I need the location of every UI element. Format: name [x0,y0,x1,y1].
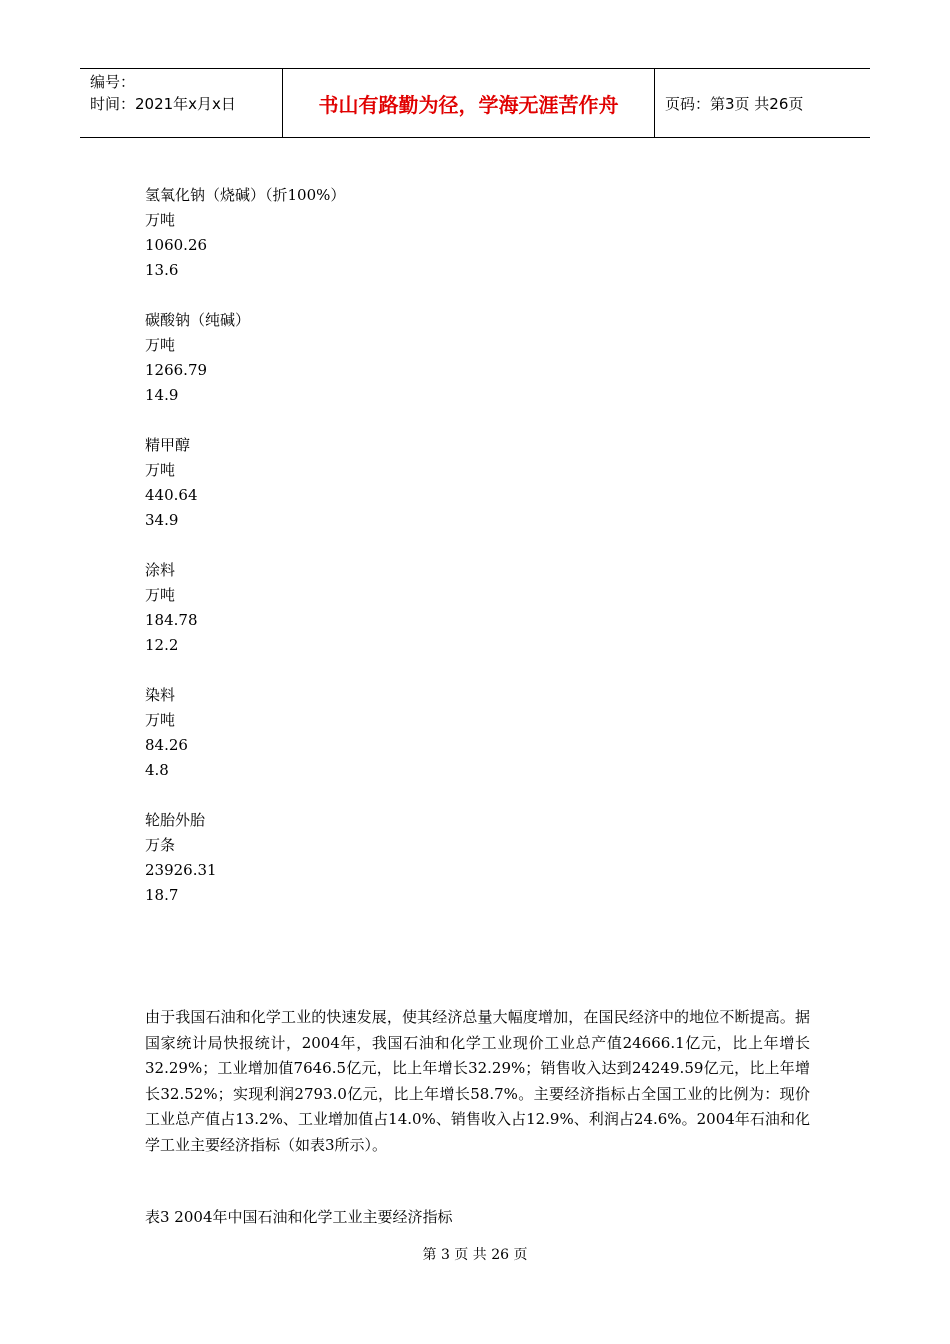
product-name: 轮胎外胎 [145,811,206,829]
product-item [145,183,810,283]
product-name: 碳酸钠（纯碱） [145,311,251,329]
product-value: 1060.26 [145,236,208,254]
header-meta [80,69,282,137]
header-page-info: 页码：第3页 共26页 [665,94,804,113]
product-value: 184.78 [145,611,198,629]
table-caption: 表3 2004年中国石油和化学工业主要经济指标 [145,1208,453,1226]
product-name: 精甲醇 [145,436,191,454]
product-growth: 14.9 [145,386,179,404]
product-value: 440.64 [145,486,198,504]
product-growth: 34.9 [145,511,179,529]
document-number-label: 编号： [90,73,136,91]
product-unit: 万吨 [145,461,176,479]
product-name: 染料 [145,686,176,704]
product-unit: 万吨 [145,211,176,229]
product-item [145,808,810,908]
product-name: 氢氧化钠（烧碱）（折100%） [145,186,346,204]
page-footer: 第 3 页 共 26 页 [422,1247,528,1263]
document-time-label: 时间：2021年x月x日 [90,95,236,113]
product-item [145,683,810,783]
body-paragraph: 由于我国石油和化学工业的快速发展，使其经济总量大幅度增加，在国民经济中的地位不断提高。据国家统计局快报统计，2004年，我国石油和化学工业现价工业总产值24666.1亿元，比上年增长32.29%；工业增加值7646.5亿元，比上年增长32.29%；销售收入达到24249.59亿元，比上年增长32.52%；实现利润2793.0亿元，比上年增长58.7%。主要经济指标占全国工业的比例为：现价工业总产值占13.2%、工业增加值占14.0%、销售收入占12.9%、利润占24.6%。2004年石油和化学工业主要经济指标（如表3所示）。 [145,1008,810,1154]
product-list [145,183,810,933]
product-unit: 万吨 [145,711,176,729]
product-growth: 4.8 [145,761,169,779]
product-growth: 12.2 [145,636,179,654]
product-growth: 13.6 [145,261,179,279]
product-unit: 万条 [145,836,176,854]
product-unit: 万吨 [145,336,176,354]
product-item [145,433,810,533]
product-name: 涂料 [145,561,176,579]
header-motto: 书山有路勤为径，学海无涯苦作舟 [282,69,655,137]
product-value: 1266.79 [145,361,208,379]
product-item [145,558,810,658]
product-unit: 万吨 [145,586,176,604]
page-header [80,68,870,138]
product-item [145,308,810,408]
product-value: 84.26 [145,736,188,754]
product-growth: 18.7 [145,886,179,904]
product-value: 23926.31 [145,861,217,879]
